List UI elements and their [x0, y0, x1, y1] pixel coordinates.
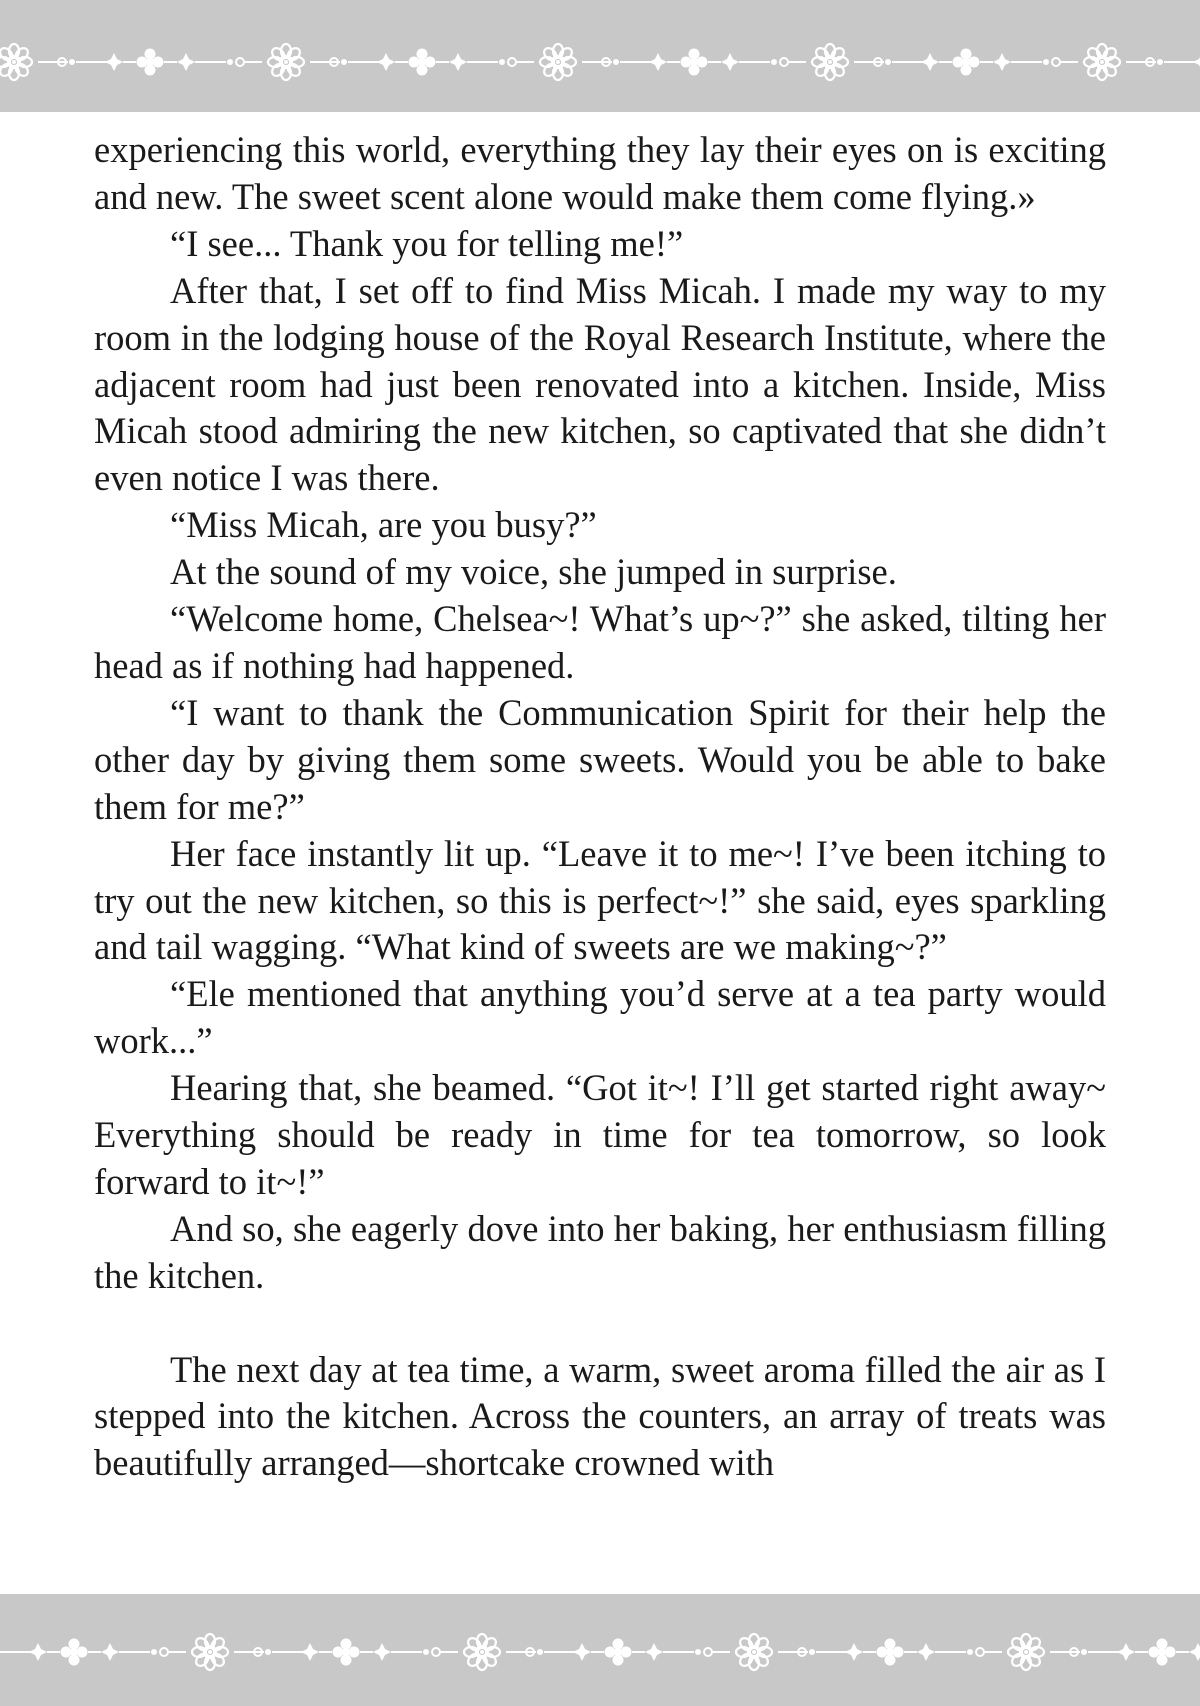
top-decorative-band	[0, 0, 1200, 112]
paragraph: “Ele mentioned that anything you’d serve at a tea party would work...”	[94, 973, 1106, 1062]
paragraph: And so, she eagerly dove into her baking, her enthusiasm filling the kitchen.	[94, 1207, 1106, 1296]
ornament-segment	[464, 1634, 730, 1670]
ornament-segment	[1008, 1634, 1200, 1670]
ornament-segment	[192, 1634, 458, 1670]
ornament-segment	[1084, 44, 1200, 80]
paragraph: After that, I set off to find Miss Micah. I made my way to my room in the lodging house of the Royal Research Institute, where the adjacent room had just been renovated into a kitchen. Inside, Miss Micah stood admiring the new kitchen, so captivated that she didn’t even notice I was there.	[94, 269, 1106, 499]
paragraph: “Miss Micah, are you busy?”	[170, 504, 597, 546]
ornament-segment	[0, 1634, 186, 1670]
paragraph: At the sound of my voice, she jumped in surprise.	[170, 551, 897, 593]
paragraph: “Welcome home, Chelsea~! What’s up~?” she asked, tilting her head as if nothing had happened.	[94, 598, 1106, 686]
paragraph: “I want to thank the Communication Spirit for their help the other day by giving them some sweets. Would you be able to bake them for me?”	[94, 691, 1106, 827]
paragraph: Hearing that, she beamed. “Got it~! I’ll get started right away~ Everything should be ready in time for tea tomorrow, so look forward to it~!”	[94, 1067, 1106, 1202]
paragraph: experiencing this world, everything they lay their eyes on is exciting and new. The sweet scent alone would make them come flying.»	[94, 129, 1106, 217]
scene-break	[94, 1300, 1106, 1347]
ornament-segment	[0, 44, 262, 80]
flower-chain-ornament-icon	[0, 0, 1200, 112]
flower-chain-ornament-icon	[0, 1594, 1200, 1706]
bottom-decorative-band	[0, 1594, 1200, 1706]
ornament-segment	[540, 44, 806, 80]
ornament-segment	[812, 44, 1078, 80]
page-text	[94, 127, 1106, 1587]
ornament-segment	[736, 1634, 1002, 1670]
paragraph: “I see... Thank you for telling me!”	[170, 222, 684, 264]
paragraph: The next day at tea time, a warm, sweet aroma filled the air as I stepped into the kitchen. Across the counters, an array of treats was beautifully arranged—shortcake crowned with	[94, 1348, 1106, 1484]
paragraph: Her face instantly lit up. “Leave it to me~! I’ve been itching to try out the new kitchen, so this is perfect~!” she said, eyes sparkling and tail wagging. “What kind of sweets are we making~?”	[94, 832, 1106, 968]
ornament-segment	[268, 44, 534, 80]
